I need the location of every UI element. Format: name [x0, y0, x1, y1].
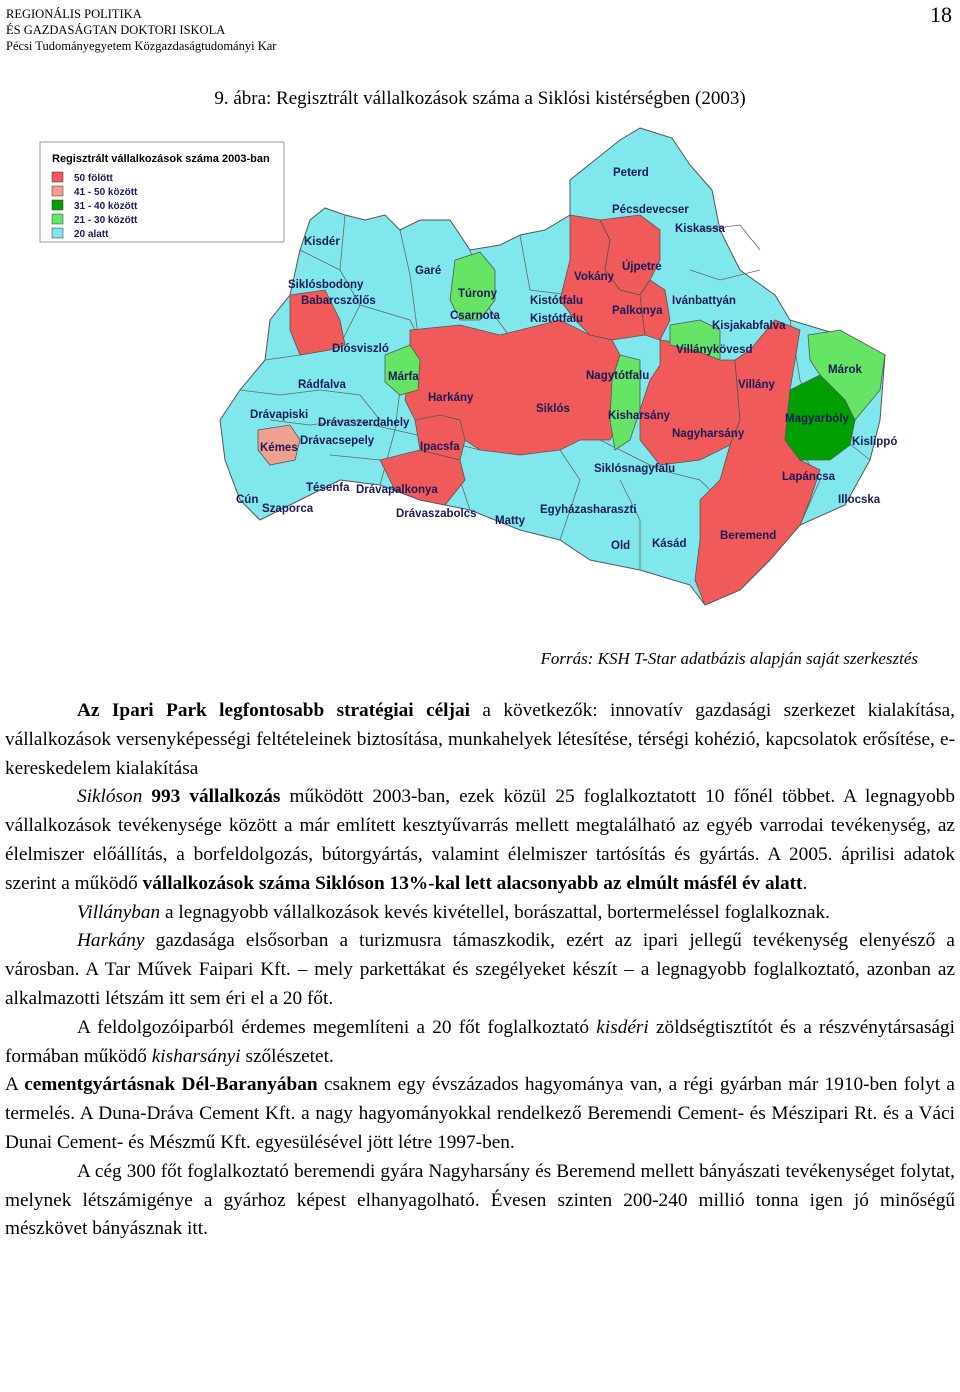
label-babarcszolos: Babarcszőlős [301, 295, 376, 307]
label-kislippo: Kislippó [852, 436, 898, 448]
p7-text: A cég 300 főt foglalkoztató beremendi gyára Nagyharsány és Beremend mellett bányászati tevékenységet folytat, melynek létszámigénye a gyárhoz képest elhanyagolható. Évesen szinten 200-240 millió tonna igen jó minőségű mészkövet bányásznak itt. [5, 1160, 955, 1240]
p2-bold-2: vállalkozások száma Siklóson 13%-kal lett alacsonyabb az elmúlt másfél év alatt [142, 872, 803, 894]
p2-italic: Siklóson [77, 786, 143, 808]
label-marfa: Márfa [388, 371, 419, 383]
p3-italic: Villányban [77, 901, 161, 923]
label-siklosnagyfalu: Siklósnagyfalu [594, 463, 676, 475]
paragraph-7 [5, 1158, 955, 1244]
legend-label-under-20: 20 alatt [74, 229, 109, 240]
paragraph-5 [5, 1014, 955, 1072]
label-villany: Villány [738, 379, 775, 391]
label-ujpetre: Újpetre [622, 261, 662, 273]
paragraph-4 [5, 927, 955, 1013]
label-kisjakabfalva: Kisjakabfalva [712, 320, 786, 332]
paragraph-2 [5, 783, 955, 898]
label-lapancsa: Lapáncsa [782, 471, 836, 483]
label-ivanbattyan: Ivánbattyán [672, 295, 736, 307]
p5-italic-2: kisharsányi [151, 1045, 241, 1067]
label-dravapiski: Drávapiski [250, 409, 309, 421]
p4-italic: Harkány [77, 930, 145, 952]
legend-swatch-21-30 [52, 214, 63, 224]
label-dravapalkonya: Drávapalkonya [356, 484, 438, 496]
p5-text-2: zöldségtisztítót és a részvénytársasági formában működő [5, 1016, 955, 1067]
label-egyhazasharaszti: Egyházasharaszti [540, 504, 637, 516]
label-djosviszlo: Diósviszló [332, 343, 389, 355]
label-szaporca: Szaporca [262, 503, 314, 515]
label-siklos: Siklós [536, 403, 570, 415]
paragraph-6 [5, 1071, 955, 1157]
label-nagyharsany: Nagyharsány [672, 428, 745, 440]
p6-bold: cementgyártásnak Dél-Baranyában [24, 1074, 318, 1096]
document-header [6, 6, 276, 54]
map-legend [40, 142, 284, 242]
legend-swatch-31-40 [52, 200, 63, 210]
label-kasad: Kásád [652, 538, 687, 550]
p6-text-1: A [5, 1074, 25, 1096]
header-line-2: ÉS GAZDASÁGTAN DOKTORI ISKOLA [6, 23, 226, 37]
label-siklosbodony: Siklósbodony [288, 279, 364, 291]
label-beremend: Beremend [720, 530, 777, 542]
label-kisder: Kisdér [304, 236, 340, 248]
label-vokany: Vokány [574, 271, 615, 283]
p2-text-3: . [802, 872, 808, 894]
p5-text-1: A feldolgozóiparból érdemes megemlíteni a 20 főt foglalkoztató [77, 1016, 597, 1038]
legend-label-31-40: 31 - 40 között [74, 201, 138, 212]
label-ipacsfa: Ipacsfa [420, 441, 460, 453]
body-text [5, 697, 955, 1244]
label-tesenfa: Tésenfa [306, 482, 350, 494]
label-dravaszerdahely: Drávaszerdahely [318, 417, 410, 429]
label-cun: Cún [236, 494, 259, 506]
p3-text: a legnagyobb vállalkozások kevés kivétellel, borászattal, bortermeléssel foglalkoznak. [160, 901, 830, 923]
legend-label-21-30: 21 - 30 között [74, 215, 138, 226]
legend-title: Regisztrált vállalkozások száma 2003-ban [52, 153, 270, 165]
p1-text: a következők: innovatív gazdasági szerkezet kialakítása, vállalkozások versenyképességi feltételeinek biztosítása, munkahelyek létesítése, térségi kohézió, kapcsolatok erősítése, e-kereskedelem kialakítása [5, 700, 955, 779]
legend-label-41-50: 41 - 50 között [74, 187, 138, 198]
label-kisharsany: Kisharsány [608, 410, 671, 422]
label-marok: Márok [828, 364, 862, 376]
label-csarnota: Csarnota [450, 310, 500, 322]
header-line-3: Pécsi Tudományegyetem Közgazdaságtudományi Kar [6, 39, 277, 53]
label-matty: Matty [495, 515, 526, 527]
page-number: 18 [930, 2, 952, 27]
p5-text-3: szőlészetet. [240, 1045, 334, 1067]
label-kistotfalu-1: Kistótfalu [530, 295, 584, 307]
legend-label-50-plus: 50 fölött [74, 173, 113, 184]
label-pecsdevecser: Pécsdevecser [612, 204, 689, 216]
paragraph-3 [5, 899, 955, 928]
label-radfalva: Rádfalva [298, 379, 346, 391]
label-harkany: Harkány [428, 392, 474, 404]
municipality-map [0, 120, 960, 640]
label-villanykovesd: Villánykövesd [676, 344, 753, 356]
header-line-1: REGIONÁLIS POLITIKA [6, 7, 142, 21]
legend-swatch-under-20 [52, 228, 63, 238]
p6-text-2: csaknem egy évszázados hagyománya van, a régi gyárban már 1910-ben folyt a termelés. A Duna-Dráva Cement Kft. a nagy hagyományokkal rendelkező Beremendi Cement- és Mészipari Rt. és a Váci Dunai Cement- és Mészmű Kft. egyesülésével jött létre 1997-ben. [5, 1074, 955, 1153]
label-kistotfalu-2: Kistótfalu [530, 313, 584, 325]
legend-swatch-41-50 [52, 186, 63, 196]
label-gare: Garé [415, 265, 442, 277]
paragraph-1 [5, 697, 955, 783]
label-turony: Túrony [458, 288, 497, 300]
figure-title: 9. ábra: Regisztrált vállalkozások száma a Siklósi kistérségben (2003) [214, 88, 746, 109]
label-dravaszabolcs: Drávaszabolcs [396, 508, 477, 520]
p2-bold-1: 993 vállalkozás [151, 786, 281, 808]
label-dravacsepely: Drávacsepely [300, 435, 375, 447]
label-peterd: Peterd [613, 167, 649, 179]
legend-swatch-50-plus [52, 172, 63, 182]
label-magyarboly: Magyarbóly [785, 413, 849, 425]
label-kemes: Kémes [260, 442, 298, 454]
p4-text: gazdasága elsősorban a turizmusra támaszkodik, ezért az ipari jellegű tevékenység elenyésző a városban. A Tar Művek Faipari Kft. – mely parkettákat és szegélyeket készít – a legnagyobb foglalkoztató, azonban az alkalmazotti létszám itt sem éri el a 20 főt. [5, 930, 955, 1009]
figure-source: Forrás: KSH T-Star adatbázis alapján saját szerkesztés [540, 649, 918, 668]
label-illocska: Illocska [838, 494, 881, 506]
label-kiskassa: Kiskassa [675, 223, 725, 235]
label-palkonya: Palkonya [612, 305, 663, 317]
label-nagytotfalu: Nagytótfalu [586, 370, 650, 382]
p2-text-2: működött 2003-ban, ezek közül 25 foglalkoztatott 10 főnél többet. A legnagyobb vállalkozások tevékenysége között a már említett kesztyűvarrás mellett megtalálható az egyéb varrodai tevékenység, az élelmiszer előállítás, a borfeldolgozás, bútorgyártás, valamint élelmiszer tartósítás és gyártás. A 2005. áprilisi adatok szerint a működő [5, 786, 955, 894]
p5-italic-1: kisdéri [596, 1016, 649, 1038]
label-old: Old [611, 540, 631, 552]
p1-bold: Az Ipari Park legfontosabb stratégiai céljai [77, 700, 470, 721]
